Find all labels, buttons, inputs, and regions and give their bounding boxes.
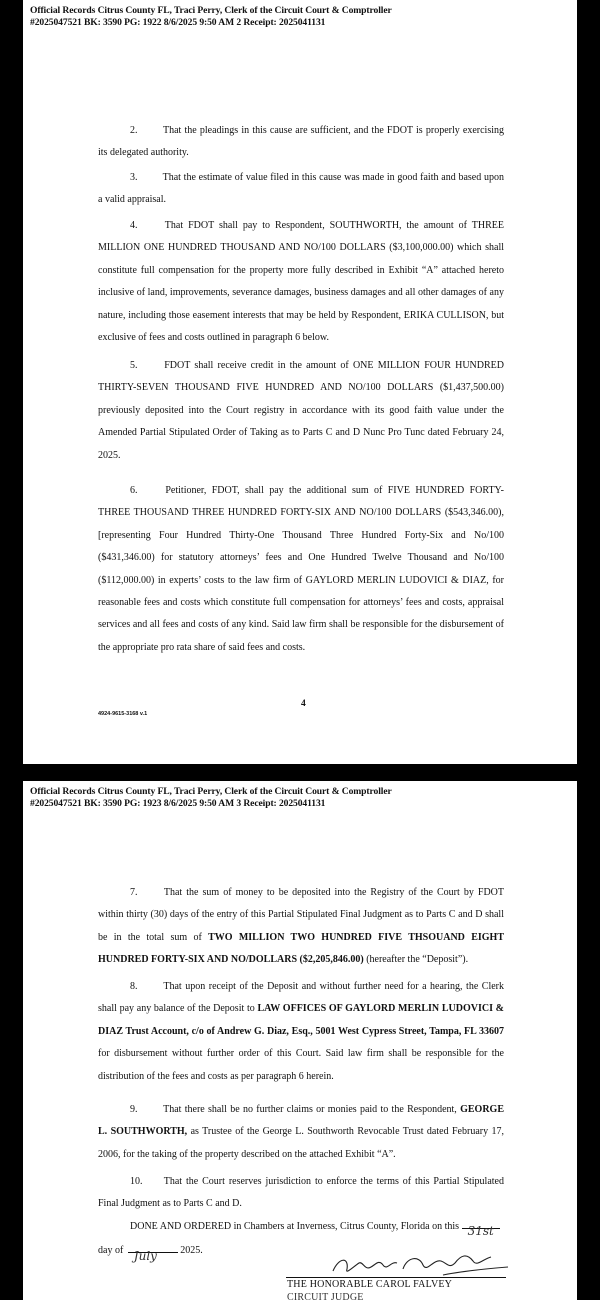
paragraph-number: 8. bbox=[130, 981, 138, 992]
paragraph-10 bbox=[98, 1171, 504, 1216]
paragraph-9 bbox=[98, 1099, 504, 1166]
header-line-2: #2025047521 BK: 3590 PG: 1923 8/6/2025 9:50 AM 3 Receipt: 2025041131 bbox=[30, 797, 326, 809]
header-line-1: Official Records Citrus County FL, Traci Perry, Clerk of the Circuit Court & Comptroller bbox=[30, 5, 392, 16]
paragraph-number: 6. bbox=[130, 485, 138, 496]
document-id: 4924-9615-3168 v.1 bbox=[98, 711, 148, 717]
paragraph-4 bbox=[98, 215, 504, 349]
handwritten-month: July bbox=[133, 1249, 157, 1263]
paragraph-number: 10. bbox=[130, 1176, 143, 1187]
paragraph-text: That upon receipt of the Deposit and without further need for a hearing, the Clerk shall pay any balance of the Deposit to bbox=[98, 981, 505, 1015]
paragraph-2 bbox=[98, 120, 504, 165]
judge-title: CIRCUIT JUDGE bbox=[287, 1292, 364, 1300]
paragraph-text-end: as Trustee of the George L. Southworth Revocable Trust dated February 17, 2006, for the taking of the property described on the attached Exhibit “A”. bbox=[98, 1126, 504, 1160]
paragraph-text: That there shall be no further claims or monies paid to the Respondent, bbox=[163, 1104, 461, 1115]
paragraph-text: That FDOT shall pay to Respondent, SOUTHWORTH, the amount of THREE MILLION ONE HUNDRED THOUSAND AND NO/100 DOLLARS ($3,100,000.00) which shall constitute full compensation for the property more fully described in Exhibit “A” attached hereto inclusive of land, improvements, severance damages, business damages and all other damages of any nature, including those easement interests that may be held by Respondent, ERIKA CULLISON, but exclusive of fees and costs outlined in paragraph 6 below. bbox=[98, 220, 504, 344]
done-and-ordered-text: DONE AND ORDERED in Chambers at Inverness, Citrus County, Florida on this bbox=[130, 1221, 460, 1232]
paragraph-3 bbox=[98, 167, 504, 212]
day-blank bbox=[462, 1224, 500, 1238]
header-line-1: Official Records Citrus County FL, Traci Perry, Clerk of the Circuit Court & Comptroller bbox=[30, 786, 392, 797]
judge-name: THE HONORABLE CAROL FALVEY bbox=[287, 1279, 453, 1290]
paragraph-number: 9. bbox=[130, 1104, 138, 1115]
year-text: 2025. bbox=[180, 1245, 203, 1256]
document-page-2 bbox=[23, 781, 577, 1300]
paragraph-text: Petitioner, FDOT, shall pay the additional sum of FIVE HUNDRED FORTY-THREE THOUSAND THREE HUNDRED FORTY-SIX AND NO/100 DOLLARS ($543,346.00), [representing Four Hundred Thirty-One Thousand Three Hundred Forty-Six and No/100 ($431,346.00) for statutory attorneys’ fees and One Hundred Twelve Thousand and No/100 ($112,000.00) in experts’ costs to the law firm of GAYLORD MERLIN LUDOVICI & DIAZ, for reasonable fees and costs which constitute full compensation for attorneys’ fees and costs, appraisal services and all fees and costs of any kind. Said law firm shall be responsible for the disbursement of the appropriate pro rata share of said fees and costs. bbox=[98, 485, 504, 653]
paragraph-number: 3. bbox=[130, 172, 138, 183]
recording-header bbox=[30, 786, 392, 809]
paragraph-bold-text: TWO MILLION TWO HUNDRED FIVE THSOUAND EIGHT HUNDRED FORTY-SIX AND NO/DOLLARS ($2,205,846.00) bbox=[98, 931, 504, 966]
paragraph-bold-text: LAW OFFICES OF GAYLORD MERLIN LUDOVICI & DIAZ Trust Account, c/o of Andrew G. Diaz, Esq., 5001 West Cypress Street, Tampa, FL 33607 bbox=[98, 1003, 505, 1037]
paragraph-number: 5. bbox=[130, 360, 138, 371]
month-blank bbox=[128, 1249, 178, 1263]
paragraph-text: That the pleadings in this cause are sufficient, and the FDOT is properly exercising its delegated authority. bbox=[98, 125, 504, 159]
paragraph-number: 2. bbox=[130, 125, 138, 136]
paragraph-8 bbox=[98, 976, 504, 1088]
recording-header bbox=[30, 5, 392, 28]
paragraph-number: 4. bbox=[130, 220, 138, 231]
header-line-2: #2025047521 BK: 3590 PG: 1922 8/6/2025 9:50 AM 2 Receipt: 2025041131 bbox=[30, 16, 326, 28]
paragraph-number: 7. bbox=[130, 887, 138, 898]
paragraph-text: That the Court reserves jurisdiction to enforce the terms of this Partial Stipulated Final Judgment as to Parts C and D. bbox=[98, 1176, 504, 1210]
paragraph-text-end: (hereafter the “Deposit”). bbox=[363, 954, 469, 966]
done-and-ordered-line bbox=[98, 1216, 504, 1238]
handwritten-day: 31st bbox=[467, 1224, 494, 1238]
day-of-text: day of bbox=[98, 1245, 124, 1256]
paragraph-text: That the estimate of value filed in this cause was made in good faith and based upon a valid appraisal. bbox=[98, 172, 504, 206]
paragraph-text: FDOT shall receive credit in the amount of ONE MILLION FOUR HUNDRED THIRTY-SEVEN THOUSAND FIVE HUNDRED AND NO/100 DOLLARS ($1,437,500.00) previously deposited into the Court registry in accordance with its good faith value under the Amended Partial Stipulated Order of Taking as to Parts C and D Nunc Pro Tunc dated February 24, 2025. bbox=[98, 360, 505, 461]
paragraph-text: That the sum of money to be deposited into the Registry of the Court by FDOT within thirty (30) days of the entry of this Partial Stipulated Final Judgment as to Parts C and D shall be in the total sum of bbox=[98, 887, 504, 943]
paragraph-6 bbox=[98, 480, 504, 659]
signature-line bbox=[286, 1277, 506, 1278]
paragraph-7 bbox=[98, 882, 504, 972]
paragraph-text-end: for disbursement without further order of this Court. Said law firm shall be responsible for the distribution of the fees and costs as per paragraph 6 herein. bbox=[98, 1048, 504, 1082]
paragraph-bold-text: GEORGE L. SOUTHWORTH, bbox=[98, 1104, 504, 1138]
page-number: 4 bbox=[301, 699, 306, 709]
paragraph-5 bbox=[98, 355, 504, 467]
document-page-1 bbox=[23, 0, 577, 764]
